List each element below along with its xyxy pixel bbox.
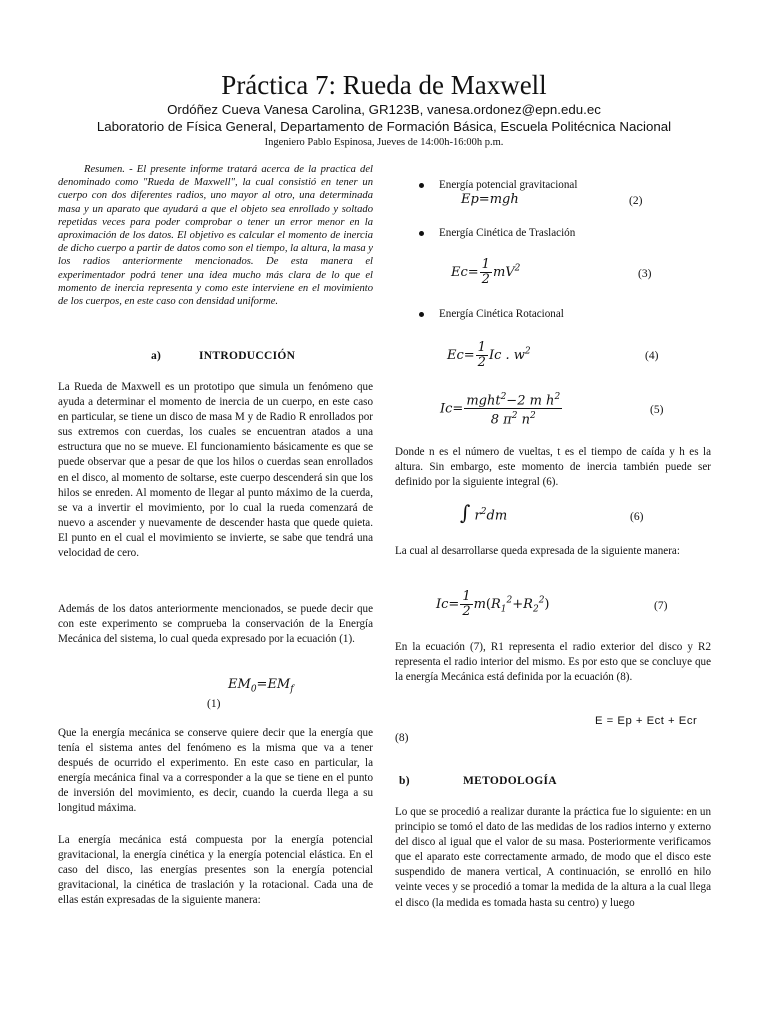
bullet-translational-energy: Energía Cinética de Traslación bbox=[439, 227, 576, 239]
paragraph-inertia-definition: Donde n es el número de vueltas, t es el tiempo de caída y h es la altura. Sin embargo, este momento de inercia también puede ser definido por la siguiente integral (6). bbox=[395, 446, 711, 489]
intro-paragraph-3: Que la energía mecánica se conserve quiere decir que la energía que tenía el sistema antes del fenómeno es la misma que va a tener después de ocurrido el experimento. En este caso en particular, la energía mecánica final va a corresponder a la que se tiene en el punto de inversión del movimiento, es decir, cuando la cuerda llega a su longitud máxima. bbox=[58, 727, 373, 815]
equation-6: ∫ $r^2dm$ bbox=[460, 500, 508, 525]
equation-8-number: (8) bbox=[395, 732, 409, 744]
equation-4-number: (4) bbox=[645, 350, 659, 362]
equation-6-number: (6) bbox=[630, 511, 644, 523]
paragraph-methodology: Lo que se procedió a realizar durante la práctica fue lo siguiente: en un principio se tomó el dato de las medidas de los radios interno y externo del disco al igual que el valor de su masa. Posteriormente verificamos que el aparato este correctamente armado, de modo que el disco este suspendido de manera vertical, A continuación, se enrolló en hilo veinte veces y se procedió a tomar la medida de la altura a la cual llega el disco (la medida es tomada hasta su centro) y luego bbox=[395, 806, 711, 909]
intro-paragraph-1: La Rueda de Maxwell es un prototipo que simula un fenómeno que ayuda a determinar el momento de inercia de un cuerpo, en este caso en particular, se tiene un disco de masa M y de Radio R enrollados por sus extremos con cuerdas, los cuales se encuentran atados a una estructura que no se mueve. El funcionamiento básicamente es que se puede observar que a pesar de que los hilos o cuerdas sean enrollados en el disco, al momento de soltarse, este cuerpo descenderá sin que los hilos se enreden. Al momento de llegar al punto máximo de la cuerda, se va a invertir el movimiento, por lo cual la rueda comenzará de nuevo a ascender y nuevamente de descender hasta que quede quieta. El punto en el cual el movimiento se invierte, se sabe que tendrá una velocidad de cero. bbox=[58, 381, 373, 560]
section-b-letter: b) bbox=[399, 775, 410, 787]
equation-7-number: (7) bbox=[654, 600, 668, 612]
equation-3-number: (3) bbox=[638, 268, 652, 280]
section-a-title: INTRODUCCIÓN bbox=[199, 350, 296, 362]
intro-paragraph-2: Además de los datos anteriormente mencionados, se puede decir que con este experimento se comprueba la conservación de la Energía Mecánica del sistema, lo cual queda expresado por la ecuación (1). bbox=[58, 603, 373, 646]
bullet-dot bbox=[419, 183, 424, 188]
equation-1-number: (1) bbox=[207, 698, 221, 710]
paragraph-integral: La cual al desarrollarse queda expresada de la siguiente manera: bbox=[395, 545, 680, 557]
equation-5-number: (5) bbox=[650, 404, 664, 416]
instructor-line: Ingeniero Pablo Espinosa, Jueves de 14:00h-16:00h p.m. bbox=[264, 137, 504, 148]
paragraph-radii: En la ecuación (7), R1 representa el radio exterior del disco y R2 representa el radio interior del mismo. Es por esto que se concluye que la energía Mecánica está definida por la ecuación (8). bbox=[395, 641, 711, 684]
equation-4: Ec= $\frac{1}{2}$ Ic . $w^2$ bbox=[447, 340, 531, 370]
equation-7: Ic= $\frac{1}{2}$ $m(R_1^2+R_2^2)$ bbox=[436, 589, 550, 619]
abstract: Resumen. - El presente informe tratará acerca de la practica del denominado como "Rueda de Maxwell", la cual consistió en tener un cuerpo con dos diferentes radios, uno mayor al otro, una determinada masa y un aparato que ayudará a que el objeto sea enrollado y soltado repetidas veces para poder comprobar o tener un error menor en la aproximación de los datos. El objetivo es calcular el momento de inercia de dicho cuerpo a partir de datos como son el tiempo, la altura, la masa y los radios anteriormente mencionados. De esta manera el experimentador podrá tener una idea mucho más clara de lo que el momento de inercia representa y como este interviene en el movimiento de los cuerpos, en este caso con densidad uniforme. bbox=[58, 164, 373, 308]
paper-title: Práctica 7: Rueda de Maxwell bbox=[221, 70, 547, 100]
bullet-rotational-energy: Energía Cinética Rotacional bbox=[439, 308, 564, 320]
equation-3: Ec= $\frac{1}{2}$ $mV^2$ bbox=[451, 257, 521, 287]
bullet-potential-energy: Energía potencial gravitacional bbox=[439, 179, 578, 191]
bullet-dot bbox=[419, 312, 424, 317]
equation-1: $EM_0=EM_f$ bbox=[228, 677, 294, 695]
equation-2: Ep=mgh bbox=[461, 192, 519, 207]
equation-8: E = Ep + Ect + Ecr bbox=[595, 715, 698, 727]
section-b-title: METODOLOGÍA bbox=[463, 775, 557, 787]
author-line: Ordóñez Cueva Vanesa Carolina, GR123B, vanesa.ordonez@epn.edu.ec bbox=[167, 102, 601, 117]
intro-paragraph-4: La energía mecánica está compuesta por la energía potencial gravitacional, la energía cinética y la energía potencial elástica. En el caso del disco, las energías presentes son la energía potencial gravitacional, la cinética de traslación y la rotacional. Cada una de ellas están expresadas de la siguiente manera: bbox=[58, 834, 373, 907]
equation-2-number: (2) bbox=[629, 195, 643, 207]
equation-5: Ic= $\frac{mght^2-2 m h^2}{8 \pi^2 n^2}$ bbox=[440, 392, 561, 428]
section-a-letter: a) bbox=[151, 350, 162, 362]
bullet-dot bbox=[419, 231, 424, 236]
affiliation-line: Laboratorio de Física General, Departamento de Formación Básica, Escuela Politécnica Nacional bbox=[96, 119, 672, 134]
